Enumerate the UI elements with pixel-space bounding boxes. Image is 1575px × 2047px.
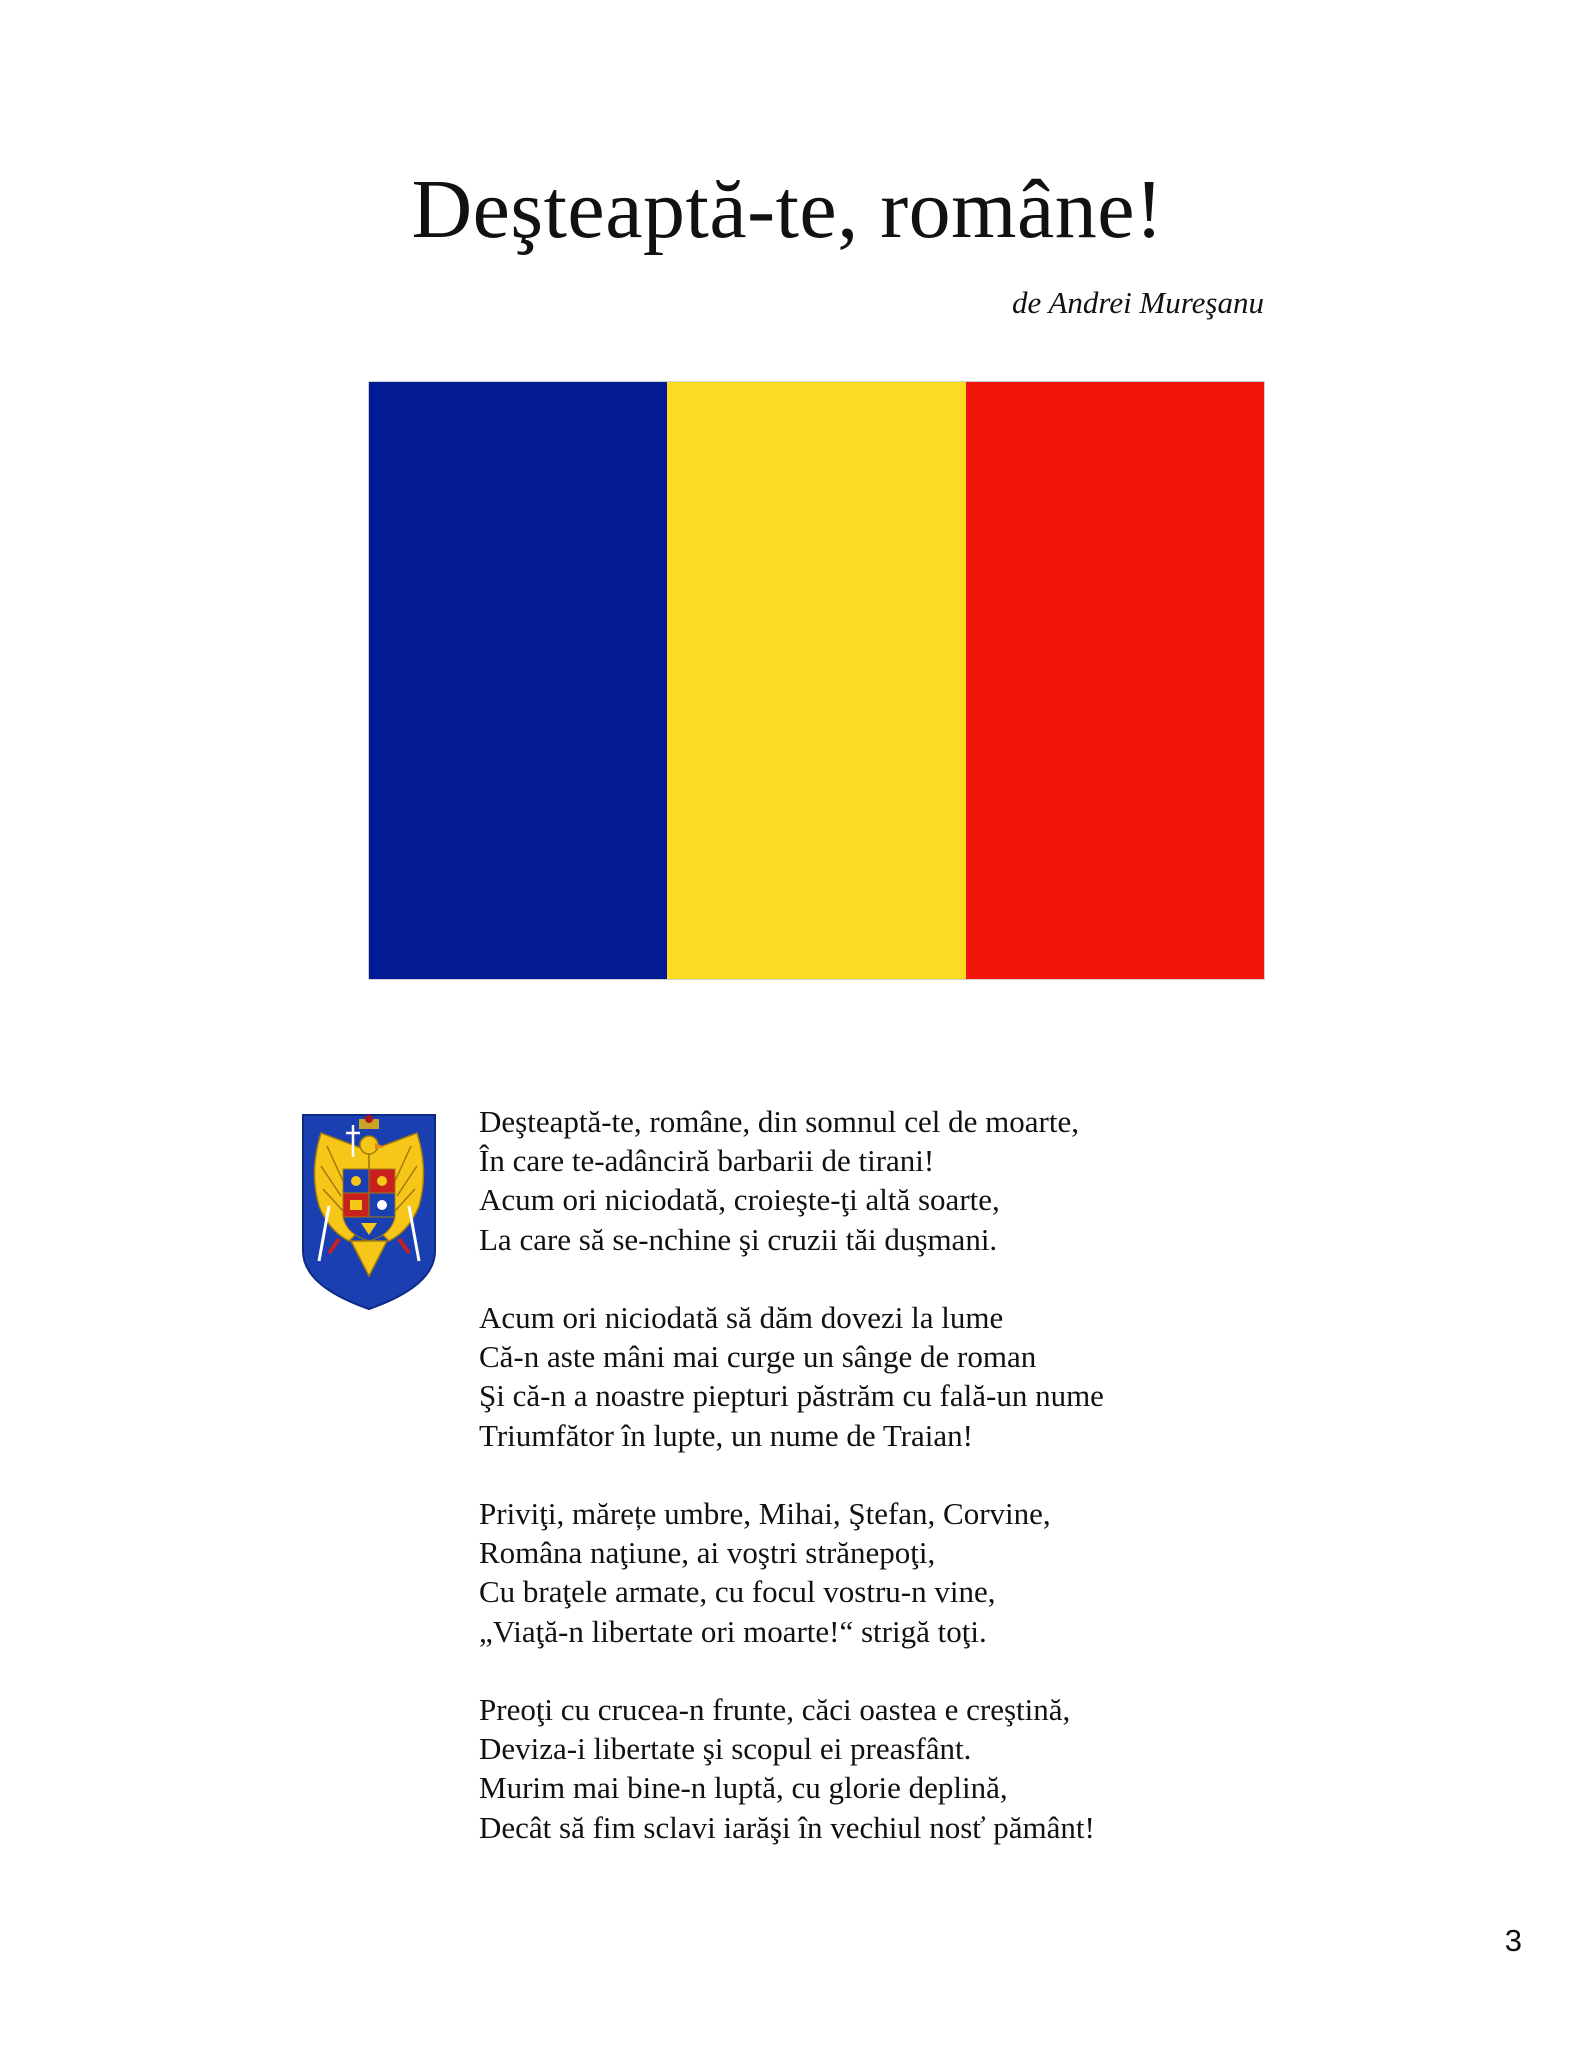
- poem-line: Deviza-i libertate şi scopul ei preasfânt.: [479, 1731, 972, 1767]
- romania-coat-of-arms-icon: [299, 1111, 439, 1313]
- poem-line: În care te-adânciră barbarii de tirani!: [479, 1143, 935, 1179]
- flag-stripe-red: [966, 382, 1264, 979]
- poem-body: [479, 1102, 1104, 1886]
- author-byline: de Andrei Mureşanu: [1012, 285, 1264, 320]
- poem-line: „Viaţă-n libertate ori moarte!“ strigă toţi.: [479, 1613, 987, 1649]
- flag-stripe-yellow: [667, 382, 965, 979]
- poem-line: Că-n aste mâni mai curge un sânge de roman: [479, 1339, 1037, 1375]
- poem-line: Româna naţiune, ai voştri strănepoţi,: [479, 1535, 936, 1571]
- stanza-3: [479, 1494, 1104, 1651]
- poem-line: Murim mai bine-n luptă, cu glorie deplină,: [479, 1770, 1008, 1806]
- stanza-1: [479, 1102, 1104, 1259]
- page-title: Deşteaptă-te, române!: [411, 163, 1164, 256]
- stanza-2: [479, 1298, 1104, 1455]
- poem-line: Şi că-n a noastre piepturi păstrăm cu fală-un nume: [479, 1378, 1104, 1414]
- poem-line: Preoţi cu crucea-n frunte, căci oastea e creştină,: [479, 1692, 1071, 1727]
- poem-line: Decât să fim sclavi iarăşi în vechiul nosť pământ!: [479, 1809, 1095, 1845]
- romanian-flag: [368, 381, 1265, 980]
- coat-of-arms-graphic: [299, 1111, 439, 1313]
- flag-stripe-blue: [369, 382, 667, 979]
- poem-line: Triumfător în lupte, un nume de Traian!: [479, 1417, 973, 1453]
- stanza-4: [479, 1690, 1104, 1847]
- poem-line: Cu braţele armate, cu focul vostru-n vine,: [479, 1574, 996, 1610]
- poem-line: Deşteaptă-te, române, din somnul cel de moarte,: [479, 1104, 1079, 1139]
- poem-line: Acum ori niciodată să dăm dovezi la lume: [479, 1300, 1004, 1335]
- page-number: 3: [1504, 1923, 1522, 1958]
- poem-line: La care să se-nchine şi cruzii tăi duşmani.: [479, 1221, 998, 1257]
- poem-line: Priviţi, mărețe umbre, Mihai, Ştefan, Corvine,: [479, 1496, 1051, 1531]
- poem-line: Acum ori niciodată, croieşte-ţi altă soarte,: [479, 1182, 1000, 1218]
